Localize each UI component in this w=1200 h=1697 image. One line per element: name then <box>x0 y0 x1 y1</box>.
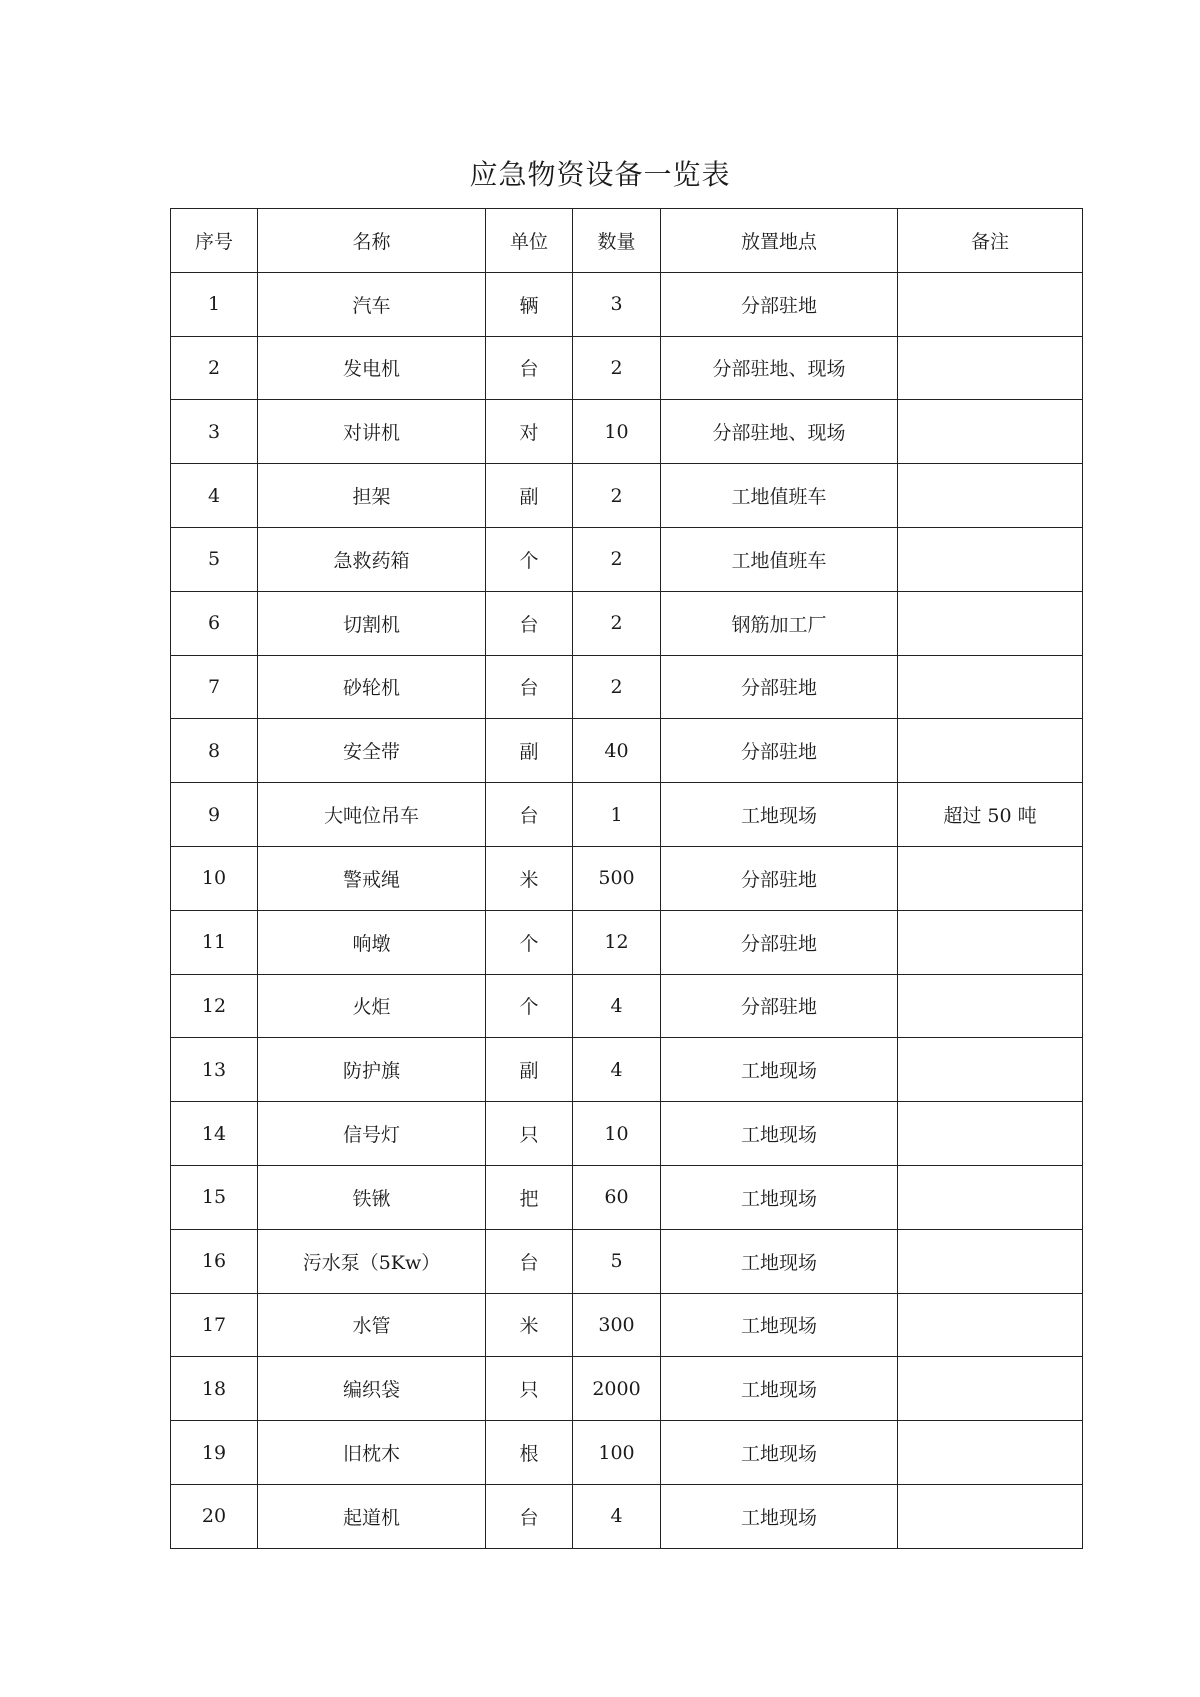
cell-note <box>898 846 1083 910</box>
cell-seq: 16 <box>171 1229 258 1293</box>
cell-location: 工地现场 <box>661 1357 898 1421</box>
cell-qty: 100 <box>573 1421 661 1485</box>
table-row <box>171 400 1083 464</box>
table-row <box>171 464 1083 528</box>
cell-qty: 3 <box>573 272 661 336</box>
cell-note <box>898 974 1083 1038</box>
cell-seq: 13 <box>171 1038 258 1102</box>
cell-unit: 副 <box>486 464 573 528</box>
cell-location: 工地现场 <box>661 1293 898 1357</box>
cell-unit: 辆 <box>486 272 573 336</box>
table-row <box>171 336 1083 400</box>
cell-seq: 6 <box>171 591 258 655</box>
cell-qty: 300 <box>573 1293 661 1357</box>
cell-name: 警戒绳 <box>258 846 486 910</box>
cell-note <box>898 655 1083 719</box>
cell-location: 分部驻地、现场 <box>661 400 898 464</box>
header-name: 名称 <box>258 209 486 273</box>
table-row <box>171 719 1083 783</box>
table-row <box>171 1229 1083 1293</box>
cell-name: 急救药箱 <box>258 527 486 591</box>
cell-unit: 只 <box>486 1357 573 1421</box>
cell-unit: 米 <box>486 1293 573 1357</box>
header-row <box>171 209 1083 273</box>
cell-location: 分部驻地 <box>661 974 898 1038</box>
cell-unit: 台 <box>486 1229 573 1293</box>
cell-note <box>898 1038 1083 1102</box>
table-row <box>171 1102 1083 1166</box>
cell-name: 铁锹 <box>258 1165 486 1229</box>
cell-seq: 19 <box>171 1421 258 1485</box>
cell-qty: 2 <box>573 655 661 719</box>
cell-note <box>898 400 1083 464</box>
cell-name: 大吨位吊车 <box>258 783 486 847</box>
cell-note <box>898 1421 1083 1485</box>
cell-location: 分部驻地 <box>661 655 898 719</box>
cell-name: 火炬 <box>258 974 486 1038</box>
document-title: 应急物资设备一览表 <box>469 158 731 191</box>
cell-seq: 7 <box>171 655 258 719</box>
emergency-supplies-table <box>170 208 1083 1549</box>
cell-qty: 500 <box>573 846 661 910</box>
cell-unit: 个 <box>486 910 573 974</box>
cell-name: 对讲机 <box>258 400 486 464</box>
table-row <box>171 527 1083 591</box>
cell-name: 起道机 <box>258 1484 486 1548</box>
cell-name: 担架 <box>258 464 486 528</box>
cell-qty: 5 <box>573 1229 661 1293</box>
cell-seq: 3 <box>171 400 258 464</box>
table-row <box>171 591 1083 655</box>
cell-location: 工地现场 <box>661 1165 898 1229</box>
cell-location: 分部驻地 <box>661 272 898 336</box>
cell-seq: 11 <box>171 910 258 974</box>
cell-unit: 个 <box>486 974 573 1038</box>
cell-note <box>898 464 1083 528</box>
cell-qty: 4 <box>573 974 661 1038</box>
cell-unit: 米 <box>486 846 573 910</box>
cell-unit: 台 <box>486 655 573 719</box>
table-row <box>171 1357 1083 1421</box>
cell-location: 工地现场 <box>661 1229 898 1293</box>
cell-note <box>898 591 1083 655</box>
cell-qty: 10 <box>573 400 661 464</box>
header-unit: 单位 <box>486 209 573 273</box>
cell-name: 发电机 <box>258 336 486 400</box>
cell-unit: 台 <box>486 1484 573 1548</box>
cell-unit: 把 <box>486 1165 573 1229</box>
cell-qty: 40 <box>573 719 661 783</box>
cell-qty: 4 <box>573 1484 661 1548</box>
table-row <box>171 1293 1083 1357</box>
cell-seq: 5 <box>171 527 258 591</box>
cell-location: 钢筋加工厂 <box>661 591 898 655</box>
table-body <box>171 272 1083 1548</box>
cell-note <box>898 1484 1083 1548</box>
cell-name: 砂轮机 <box>258 655 486 719</box>
cell-unit: 副 <box>486 719 573 783</box>
cell-seq: 14 <box>171 1102 258 1166</box>
cell-name: 信号灯 <box>258 1102 486 1166</box>
cell-name: 污水泵（5Kw） <box>258 1229 486 1293</box>
cell-location: 分部驻地 <box>661 719 898 783</box>
header-location: 放置地点 <box>661 209 898 273</box>
cell-note <box>898 1102 1083 1166</box>
cell-qty: 2000 <box>573 1357 661 1421</box>
table-row <box>171 846 1083 910</box>
cell-unit: 个 <box>486 527 573 591</box>
cell-note <box>898 910 1083 974</box>
cell-seq: 12 <box>171 974 258 1038</box>
cell-qty: 2 <box>573 464 661 528</box>
cell-unit: 对 <box>486 400 573 464</box>
cell-unit: 副 <box>486 1038 573 1102</box>
cell-location: 工地现场 <box>661 1102 898 1166</box>
header-note: 备注 <box>898 209 1083 273</box>
cell-seq: 8 <box>171 719 258 783</box>
cell-name: 防护旗 <box>258 1038 486 1102</box>
cell-qty: 10 <box>573 1102 661 1166</box>
header-seq: 序号 <box>171 209 258 273</box>
table-row <box>171 910 1083 974</box>
cell-seq: 1 <box>171 272 258 336</box>
table-row <box>171 1165 1083 1229</box>
cell-seq: 2 <box>171 336 258 400</box>
cell-note <box>898 1229 1083 1293</box>
cell-note: 超过 50 吨 <box>898 783 1083 847</box>
cell-seq: 17 <box>171 1293 258 1357</box>
cell-location: 分部驻地、现场 <box>661 336 898 400</box>
cell-seq: 20 <box>171 1484 258 1548</box>
cell-name: 响墩 <box>258 910 486 974</box>
cell-name: 旧枕木 <box>258 1421 486 1485</box>
cell-qty: 12 <box>573 910 661 974</box>
cell-unit: 根 <box>486 1421 573 1485</box>
cell-location: 工地现场 <box>661 1038 898 1102</box>
table-row <box>171 655 1083 719</box>
cell-location: 工地现场 <box>661 1484 898 1548</box>
cell-location: 分部驻地 <box>661 910 898 974</box>
cell-note <box>898 1357 1083 1421</box>
cell-unit: 台 <box>486 336 573 400</box>
cell-unit: 台 <box>486 591 573 655</box>
cell-seq: 4 <box>171 464 258 528</box>
cell-name: 安全带 <box>258 719 486 783</box>
table-row <box>171 272 1083 336</box>
cell-name: 汽车 <box>258 272 486 336</box>
table-row <box>171 783 1083 847</box>
cell-qty: 60 <box>573 1165 661 1229</box>
cell-note <box>898 527 1083 591</box>
cell-location: 工地现场 <box>661 1421 898 1485</box>
table-row <box>171 1421 1083 1485</box>
cell-unit: 只 <box>486 1102 573 1166</box>
table-row <box>171 1038 1083 1102</box>
cell-name: 水管 <box>258 1293 486 1357</box>
cell-location: 工地值班车 <box>661 464 898 528</box>
cell-qty: 2 <box>573 527 661 591</box>
cell-name: 编织袋 <box>258 1357 486 1421</box>
cell-location: 工地现场 <box>661 783 898 847</box>
cell-seq: 18 <box>171 1357 258 1421</box>
cell-qty: 1 <box>573 783 661 847</box>
cell-location: 分部驻地 <box>661 846 898 910</box>
cell-note <box>898 1165 1083 1229</box>
cell-seq: 9 <box>171 783 258 847</box>
table-header <box>171 209 1083 273</box>
cell-qty: 2 <box>573 591 661 655</box>
table-row <box>171 974 1083 1038</box>
cell-location: 工地值班车 <box>661 527 898 591</box>
cell-note <box>898 336 1083 400</box>
cell-unit: 台 <box>486 783 573 847</box>
cell-qty: 4 <box>573 1038 661 1102</box>
cell-seq: 10 <box>171 846 258 910</box>
header-qty: 数量 <box>573 209 661 273</box>
cell-name: 切割机 <box>258 591 486 655</box>
cell-note <box>898 272 1083 336</box>
table-row <box>171 1484 1083 1548</box>
cell-note <box>898 719 1083 783</box>
cell-qty: 2 <box>573 336 661 400</box>
cell-seq: 15 <box>171 1165 258 1229</box>
cell-note <box>898 1293 1083 1357</box>
